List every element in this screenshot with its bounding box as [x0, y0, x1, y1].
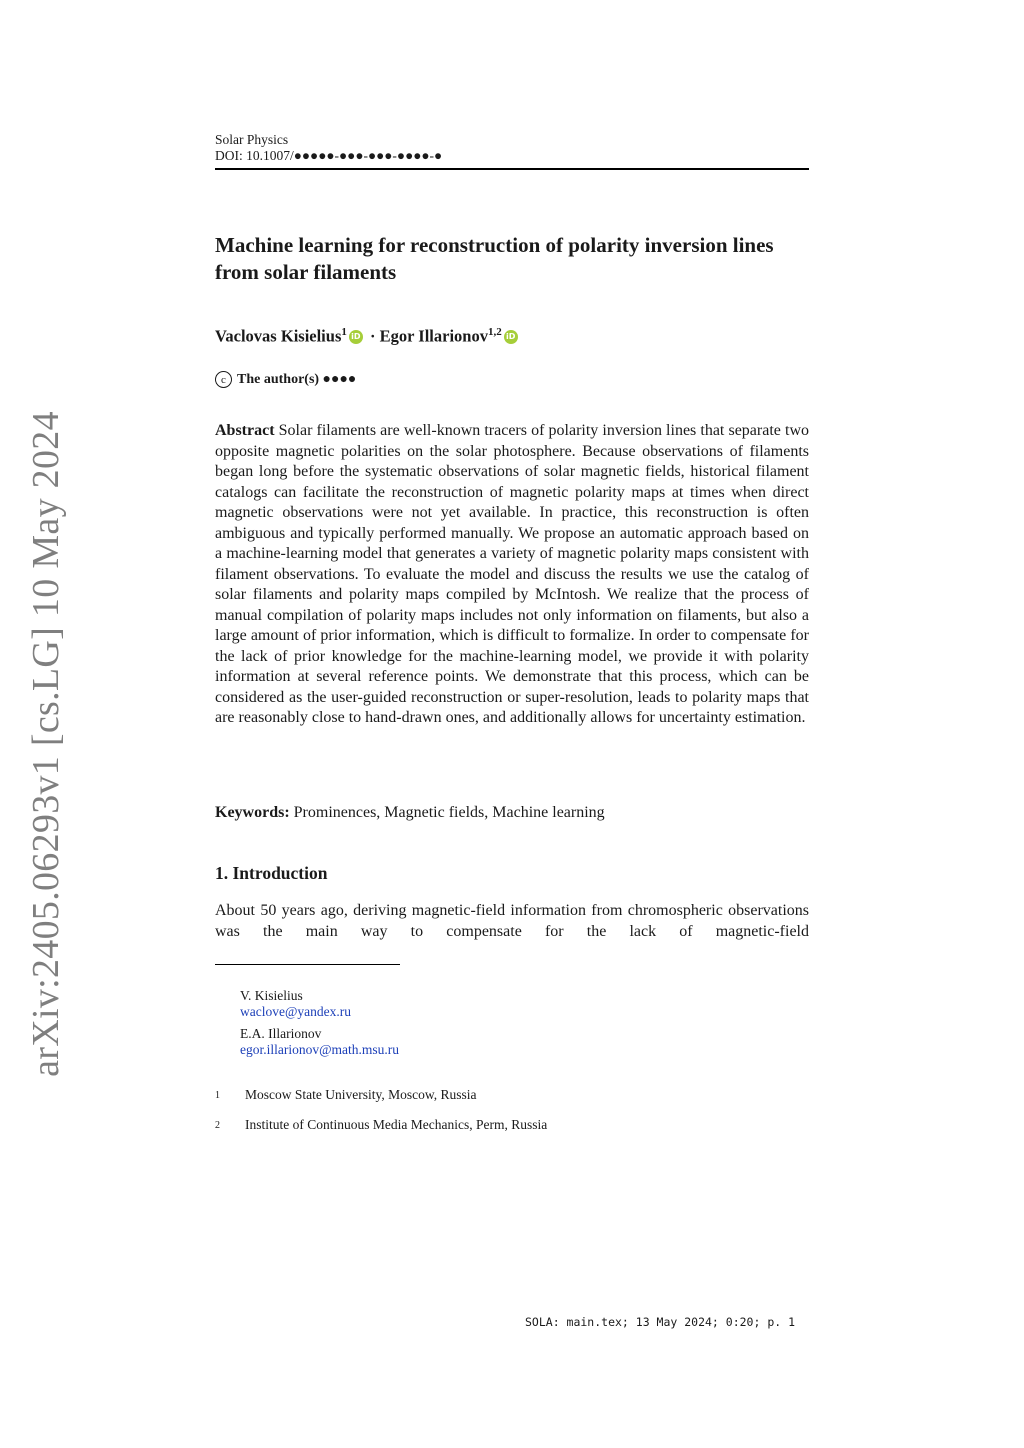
arxiv-identifier-stamp: arXiv:2405.06293v1 [cs.LG] 10 May 2024: [25, 411, 67, 1077]
copyright-text: The author(s) ●●●●: [237, 372, 357, 387]
author-list: [215, 320, 521, 349]
author-affiliation-mark: 1,2: [487, 326, 502, 338]
page-footer: SOLA: main.tex; 13 May 2024; 0:20; p. 1: [525, 1315, 796, 1329]
contact-email-link[interactable]: waclove@yandex.ru: [240, 1004, 352, 1019]
affiliation-text: Institute of Continuous Media Mechanics, Perm, Russia: [245, 1117, 548, 1132]
contact-email-link[interactable]: egor.illarionov@math.msu.ru: [240, 1042, 400, 1057]
footnote-divider: [215, 964, 400, 965]
abstract-label: Abstract: [215, 422, 275, 439]
affiliation-text: Moscow State University, Moscow, Russia: [245, 1087, 477, 1102]
abstract-text: Solar filaments are well-known tracers of polarity inversion lines that separate two opposite magnetic polarities on the solar photosphere. Because observations of filaments began long before the systematic observations of solar magnetic fields, historical filament catalogs can facilitate the reconstruction of magnetic polarity maps at times when direct magnetic observations were not yet available. In practice, this reconstruction is often ambiguous and typically performed manually. We propose an automatic approach based on a machine-learning model that generates a variety of magnetic polarity maps consistent with filament observations. To evaluate the model and discuss the results we use the catalog of solar filaments and polarity maps compiled by McIntosh. We realize that the process of manual compilation of polarity maps includes not only information on filaments, but also a large amount of prior information, which is difficult to formalize. In order to compensate for the lack of prior knowledge for the machine-learning model, we provide it with polarity information at several reference points. We demonstrate that this process, which can be considered as the user-guided reconstruction or super-resolution, leads to polarity maps that are reasonably close to hand-drawn ones, and additionally allows for uncertainty estimation.: [215, 422, 809, 726]
keywords-text: Prominences, Magnetic fields, Machine learning: [293, 804, 605, 821]
section-heading: 1. Introduction: [215, 863, 328, 883]
copyright-icon: c: [215, 371, 232, 388]
abstract: [215, 421, 809, 729]
journal-name: Solar Physics: [215, 132, 289, 147]
author-contacts: [240, 988, 399, 1064]
affiliation-number: 2: [215, 1120, 220, 1131]
orcid-icon[interactable]: iD: [349, 330, 363, 344]
orcid-icon[interactable]: iD: [504, 330, 518, 344]
contact-entry: [240, 988, 399, 1020]
section-body: About 50 years ago, deriving magnetic-field information from chromospheric observations was the main way to compensate for the lack of magnetic-field: [215, 902, 809, 940]
keywords: [215, 803, 809, 823]
paper-title: Machine learning for reconstruction of polarity inversion lines from solar filaments: [215, 233, 774, 284]
journal-header: [215, 132, 442, 164]
contact-entry: [240, 1026, 399, 1058]
author-affiliation-mark: 1: [341, 326, 347, 338]
author-separator: ·: [370, 326, 376, 346]
affiliation-number: 1: [215, 1090, 220, 1101]
contact-name: E.A. Illarionov: [240, 1026, 322, 1041]
journal-doi: DOI: 10.1007/●●●●●-●●●-●●●-●●●●-●: [215, 148, 443, 163]
keywords-label: Keywords:: [215, 804, 290, 821]
contact-name: V. Kisielius: [240, 988, 303, 1003]
copyright-line: [215, 370, 356, 390]
header-divider: [215, 168, 809, 170]
author-name: Vaclovas Kisielius: [215, 326, 342, 346]
author-name: Egor Illarionov: [379, 326, 488, 346]
